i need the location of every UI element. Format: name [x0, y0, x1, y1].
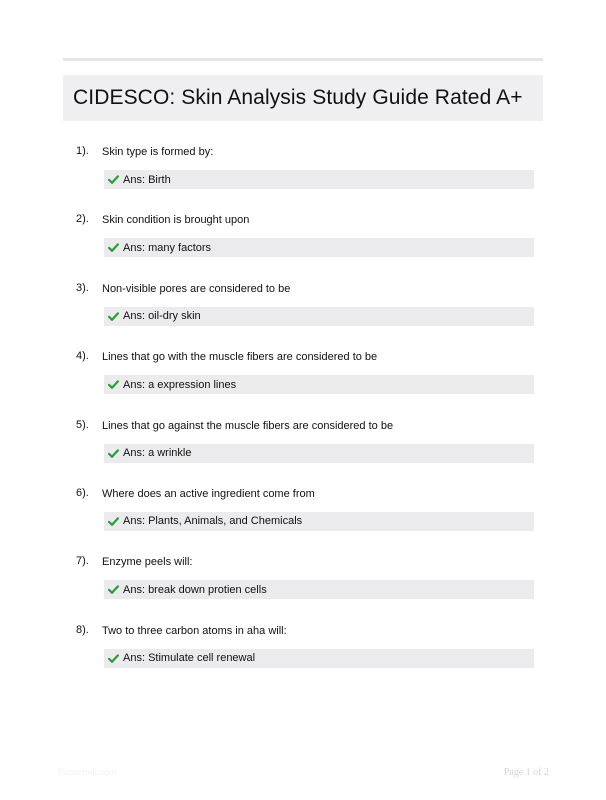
- answer-text: Ans: Stimulate cell renewal: [123, 652, 256, 665]
- answer-text: Ans: break down protien cells: [123, 583, 267, 596]
- answer-box: [104, 170, 534, 189]
- question-number: 4).: [76, 350, 89, 363]
- question-text: Lines that go against the muscle fibers are considered to be: [102, 419, 394, 432]
- question-text: Where does an active ingredient come from: [102, 487, 315, 500]
- question-text: Enzyme peels will:: [102, 556, 193, 569]
- answer-text: Ans: a wrinkle: [123, 447, 192, 460]
- check-icon: [108, 379, 119, 390]
- check-icon: [108, 516, 119, 527]
- question-number: 8).: [76, 623, 89, 636]
- question-list: [0, 143, 606, 690]
- check-icon: [108, 311, 119, 322]
- check-icon: [108, 174, 119, 185]
- page-number: Page 1 of 2: [503, 767, 549, 778]
- question-item: [0, 143, 606, 211]
- question-number: 5).: [76, 418, 89, 431]
- answer-text: Ans: oil-dry skin: [123, 310, 201, 323]
- question-item: [0, 417, 606, 485]
- question-text: Two to three carbon atoms in aha will:: [102, 624, 287, 637]
- question-text: Lines that go with the muscle fibers are considered to be: [102, 351, 378, 364]
- question-text: Skin type is formed by:: [102, 146, 214, 158]
- answer-box: [104, 375, 534, 394]
- answer-box: [104, 580, 534, 599]
- answer-text: Ans: Plants, Animals, and Chemicals: [123, 515, 303, 528]
- answer-box: [104, 307, 534, 326]
- page-title: CIDESCO: Skin Analysis Study Guide Rated A+: [73, 86, 523, 109]
- question-item: [0, 553, 606, 621]
- question-text: Skin condition is brought upon: [102, 214, 250, 227]
- answer-text: Ans: Birth: [123, 173, 171, 186]
- answer-box: [104, 238, 534, 257]
- answer-box: [104, 444, 534, 463]
- title-banner: [63, 75, 543, 121]
- check-icon: [108, 653, 119, 664]
- question-number: 7).: [76, 555, 89, 568]
- question-item: [0, 485, 606, 553]
- answer-text: Ans: many factors: [123, 241, 212, 254]
- question-item: [0, 280, 606, 348]
- question-item: [0, 348, 606, 416]
- answer-text: Ans: a expression lines: [123, 378, 237, 391]
- question-number: 3).: [76, 281, 89, 294]
- answer-box: [104, 512, 534, 531]
- check-icon: [108, 584, 119, 595]
- question-item: [0, 622, 606, 690]
- question-text: Non-visible pores are considered to be: [102, 282, 291, 295]
- question-number: 2).: [76, 213, 89, 226]
- footer-watermark: Papertrak.com: [58, 767, 117, 777]
- top-divider: [63, 58, 543, 61]
- check-icon: [108, 448, 119, 459]
- check-icon: [108, 242, 119, 253]
- answer-box: [104, 649, 534, 668]
- question-number: 1).: [76, 145, 89, 157]
- question-item: [0, 211, 606, 279]
- question-number: 6).: [76, 486, 89, 499]
